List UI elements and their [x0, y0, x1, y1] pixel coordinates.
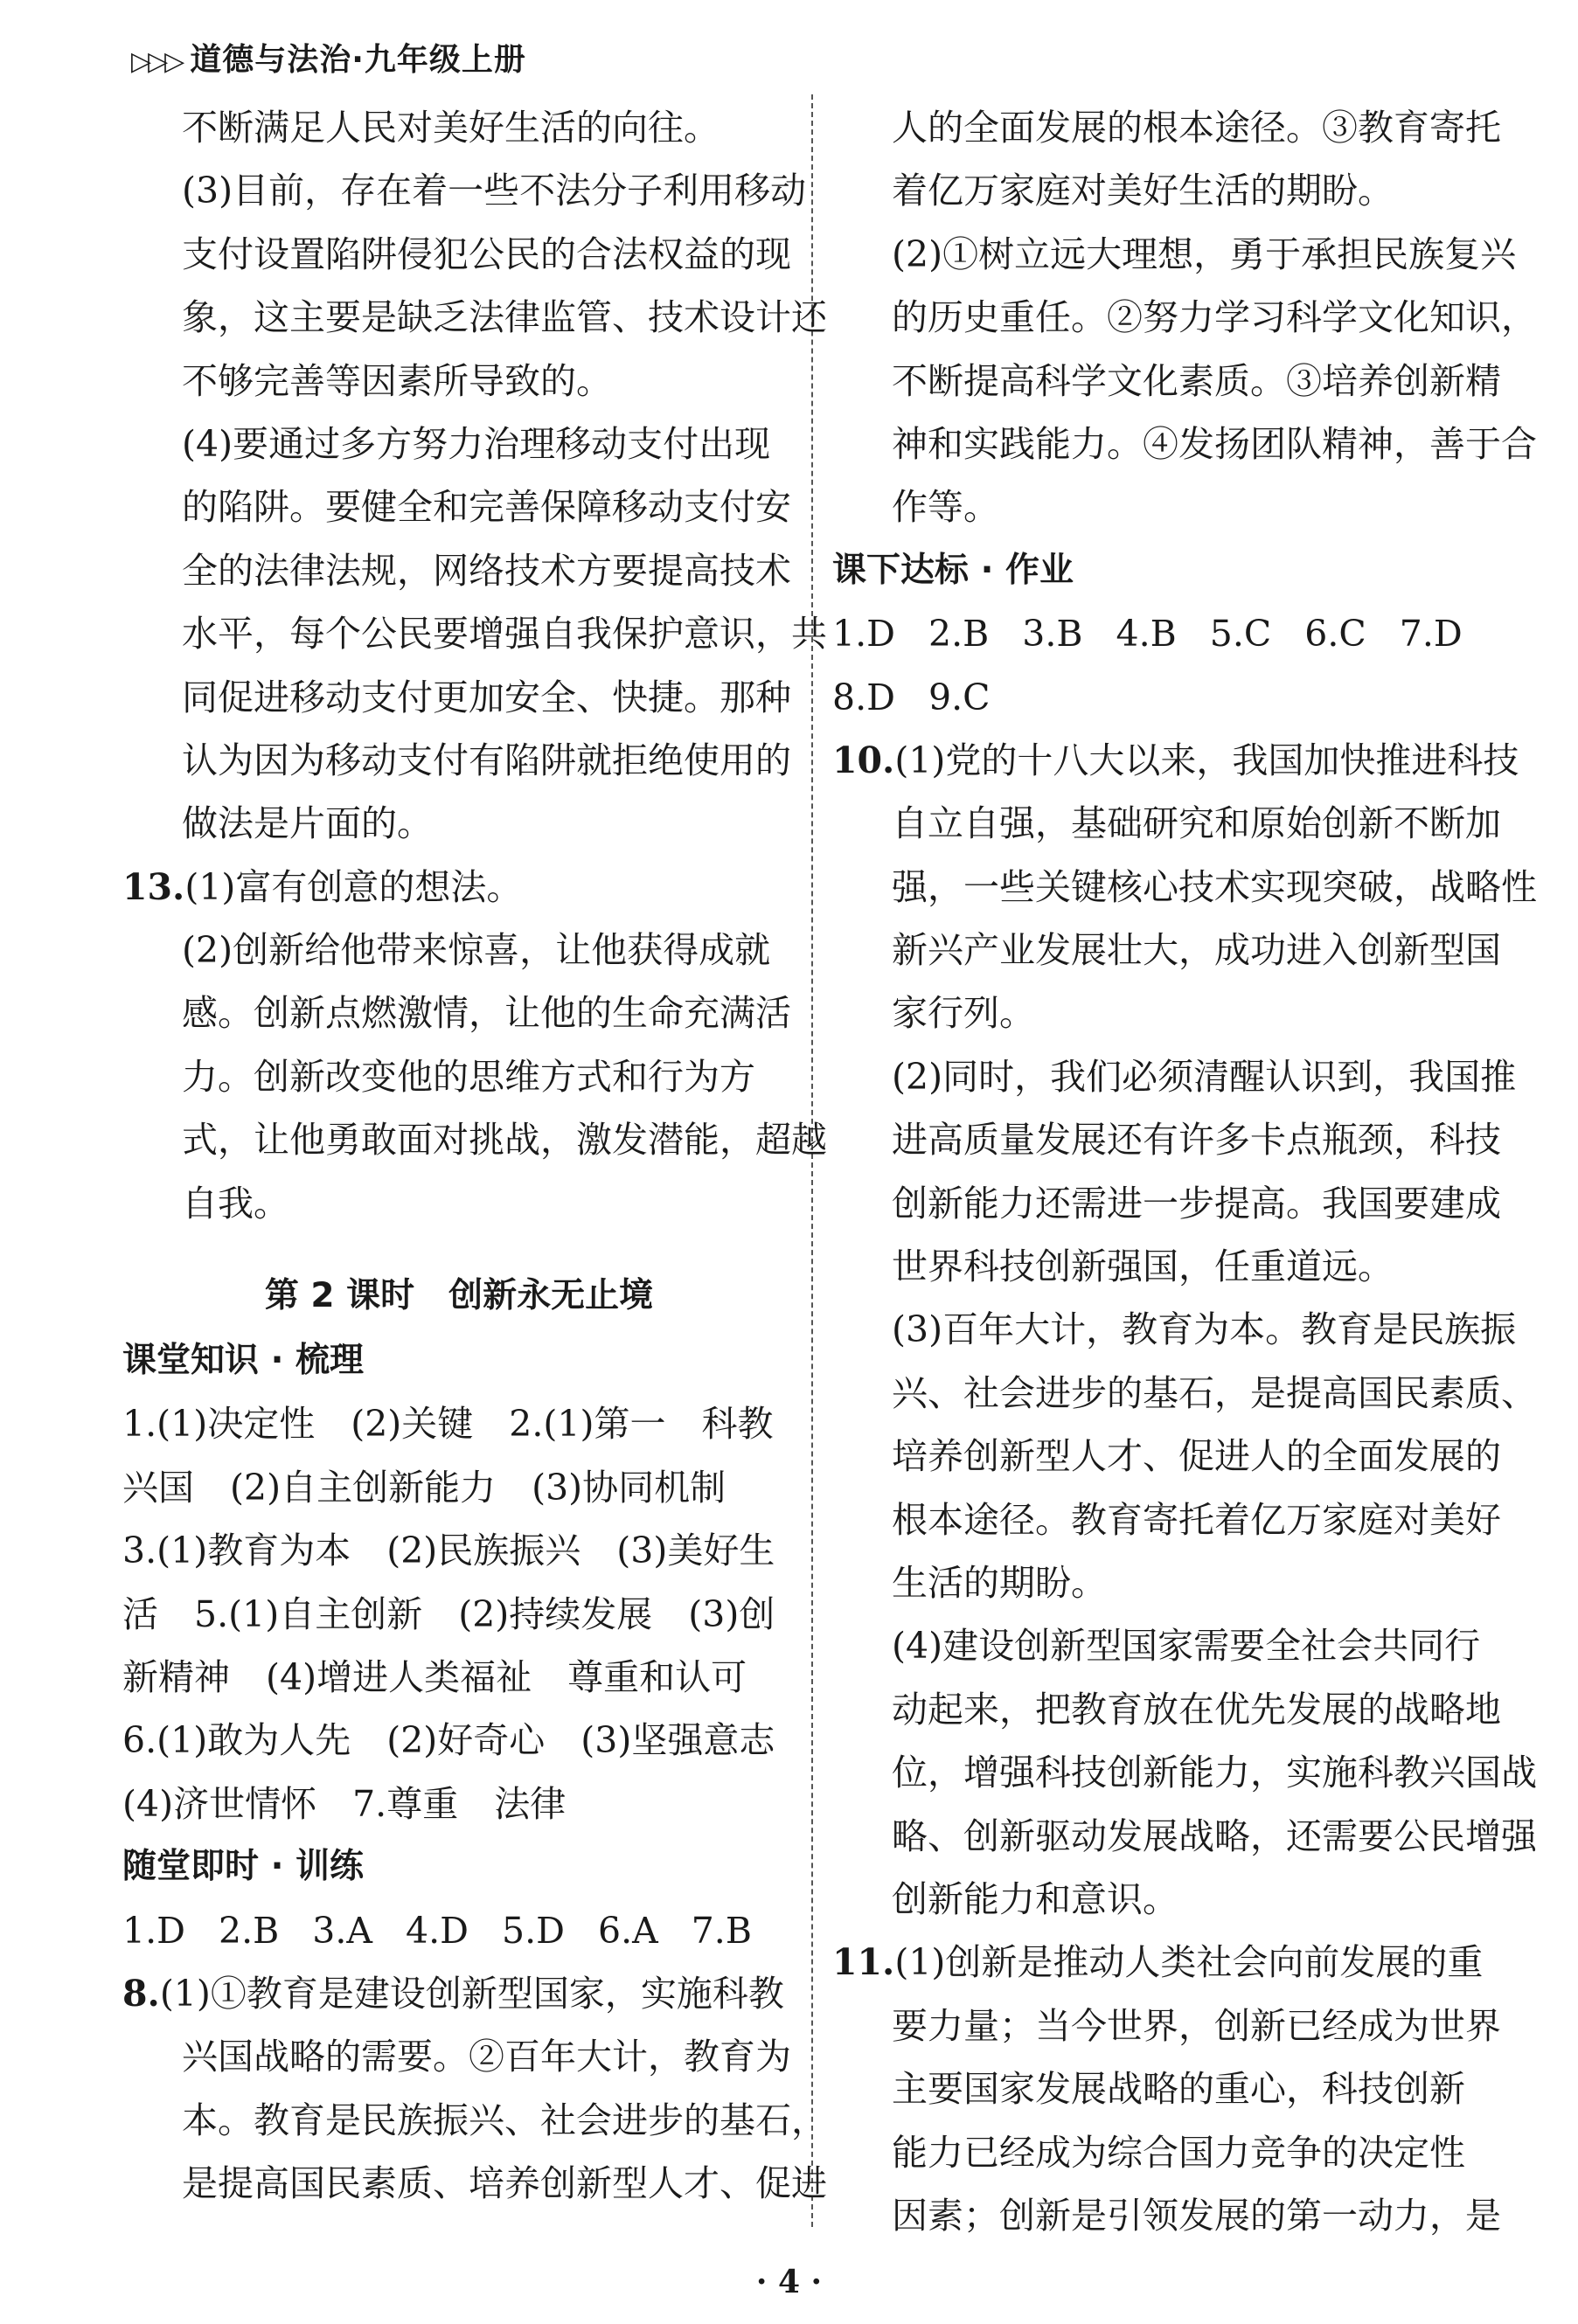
- text-line: 神和实践能力。④发扬团队精神，善于合: [892, 422, 1537, 465]
- answer: 6.C: [1304, 613, 1366, 656]
- text-line: 3.(1)教育为本 (2)民族振兴 (3)美好生: [122, 1530, 775, 1572]
- left-column: [122, 96, 827, 2216]
- answer: 4.B: [1116, 613, 1177, 656]
- text-line: 自我。: [182, 1182, 289, 1224]
- text-line: 的历史重任。②努力学习科学文化知识，: [892, 296, 1537, 339]
- question-number: 8.: [122, 1972, 160, 2015]
- text-line: (1)①教育是建设创新型国家，实施科教: [159, 1972, 784, 2015]
- text-line: (3)目前，存在着一些不法分子利用移动: [182, 170, 807, 212]
- text-line: 人的全面发展的根本途径。③教育寄托: [892, 107, 1501, 149]
- text-line: 不断提高科学文化素质。③培养创新精: [892, 359, 1501, 402]
- question-10: [832, 729, 1519, 792]
- text-line: 活 5.(1)自主创新 (2)持续发展 (3)创: [122, 1592, 775, 1635]
- section-heading: 课下达标 · 作业: [832, 550, 1074, 590]
- text-line: 因素；创新是引领发展的第一动力，是: [892, 2194, 1501, 2237]
- answer: 6.A: [597, 1909, 658, 1952]
- answer: 7.D: [1399, 613, 1463, 656]
- question-number: 13.: [122, 865, 185, 908]
- text-line: 新兴产业发展壮大，成功进入创新型国: [892, 929, 1501, 972]
- text-line: 不断满足人民对美好生活的向往。: [182, 107, 719, 149]
- text-line: 进高质量发展还有许多卡点瓶颈，科技: [892, 1119, 1501, 1162]
- answer: 1.D: [122, 1909, 185, 1952]
- text-line: (2)同时，我们必须清醒认识到，我国推: [892, 1055, 1517, 1098]
- text-line: 力。创新改变他的思维方式和行为方: [182, 1055, 755, 1098]
- text-line: 全的法律法规，网络技术方要提高技术: [182, 549, 791, 592]
- text-line: 要力量；当今世界，创新已经成为世界: [892, 2004, 1501, 2047]
- text-line: 认为因为移动支付有陷阱就拒绝使用的: [182, 739, 791, 781]
- text-line: (4)济世情怀 7.尊重 法律: [122, 1782, 567, 1825]
- text-line: 象，这主要是缺乏法律监管、技术设计还: [182, 296, 827, 339]
- text-line: 水平，每个公民要增强自我保护意识，共: [182, 613, 827, 656]
- text-line: 根本途径。教育寄托着亿万家庭对美好: [892, 1498, 1501, 1541]
- text-line: (2)创新给他带来惊喜，让他获得成就: [182, 929, 771, 972]
- answer: 7.B: [691, 1909, 752, 1952]
- answer: 5.D: [501, 1909, 565, 1952]
- text-line: 培养创新型人才、促进人的全面发展的: [892, 1435, 1501, 1478]
- text-line: 新精神 (4)增进人类福祉 尊重和认可: [122, 1655, 747, 1698]
- answer-row: [832, 602, 1510, 665]
- text-line: 自立自强，基础研究和原始创新不断加: [892, 802, 1501, 845]
- text-line: 6.(1)敢为人先 (2)好奇心 (3)坚强意志: [122, 1719, 775, 1762]
- text-line: (4)建设创新型国家需要全社会共同行: [892, 1625, 1481, 1668]
- question-number: 11.: [832, 1941, 895, 1984]
- text-line: (4)要通过多方努力治理移动支付出现: [182, 422, 771, 465]
- answer: 1.D: [832, 613, 895, 656]
- right-column: [832, 96, 1537, 2247]
- text-line: 的陷阱。要健全和完善保障移动支付安: [182, 486, 791, 529]
- text-line: 家行列。: [892, 992, 1035, 1035]
- text-line: 1.(1)决定性 (2)关键 2.(1)第一 科教: [122, 1403, 774, 1446]
- answer: 9.C: [928, 676, 991, 718]
- text-line: (1)富有创意的想法。: [184, 865, 523, 908]
- header-arrows-icon: ▷▷▷: [131, 46, 182, 77]
- text-line: 主要国家发展战略的重心，科技创新: [892, 2068, 1465, 2111]
- text-line: 支付设置陷阱侵犯公民的合法权益的现: [182, 232, 791, 275]
- text-line: 兴国战略的需要。②百年大计，教育为: [182, 2036, 791, 2078]
- answer-row: [832, 666, 1510, 729]
- text-line: 动起来，把教育放在优先发展的战略地: [892, 1688, 1501, 1731]
- answer: 3.B: [1022, 613, 1083, 656]
- text-line: 同促进移动支付更加安全、快捷。那种: [182, 676, 791, 718]
- text-line: 感。创新点燃激情，让他的生命充满活: [182, 992, 791, 1035]
- text-line: 兴、社会进步的基石，是提高国民素质、: [892, 1371, 1537, 1414]
- running-header: [131, 35, 526, 80]
- text-line: 能力已经成为综合国力竞争的决定性: [892, 2131, 1465, 2174]
- text-line: (2)①树立远大理想，勇于承担民族复兴: [892, 232, 1517, 275]
- question-8: [122, 1962, 796, 2025]
- answer: 4.D: [405, 1909, 469, 1952]
- answer-row: [122, 1899, 796, 1962]
- text-line: 创新能力还需进一步提高。我国要建成: [892, 1182, 1501, 1224]
- text-line: (1)党的十八大以来，我国加快推进科技: [894, 739, 1519, 781]
- text-line: (3)百年大计，教育为本。教育是民族振: [892, 1308, 1517, 1351]
- text-line: (1)创新是推动人类社会向前发展的重: [894, 1941, 1484, 1984]
- question-number: 10.: [832, 739, 895, 781]
- book-title: 道德与法治·九年级上册: [190, 42, 526, 78]
- question-13: [122, 856, 796, 919]
- text-line: 兴国 (2)自主创新能力 (3)协同机制: [122, 1466, 726, 1509]
- text-line: 做法是片面的。: [182, 802, 433, 845]
- text-line: 不够完善等因素所导致的。: [182, 359, 612, 402]
- answer: 3.A: [312, 1909, 372, 1952]
- text-line: 本。教育是民族振兴、社会进步的基石，: [182, 2099, 827, 2141]
- text-line: 位，增强科技创新能力，实施科教兴国战: [892, 1752, 1537, 1794]
- text-line: 略、创新驱动发展战略，还需要公民增强: [892, 1814, 1537, 1857]
- question-11: [832, 1931, 1510, 1994]
- lesson-title: 第 2 课时 创新永无止境: [264, 1276, 654, 1316]
- text-line: 式，让他勇敢面对挑战，激发潜能，超越: [182, 1119, 827, 1162]
- page-number: · 4 ·: [755, 2264, 823, 2300]
- section-heading: 随堂即时 · 训练: [122, 1847, 364, 1887]
- text-line: 强，一些关键核心技术实现突破，战略性: [892, 865, 1537, 908]
- answer: 2.B: [928, 613, 990, 656]
- text-line: 创新能力和意识。: [892, 1877, 1178, 1920]
- text-line: 是提高国民素质、培养创新型人才、促进: [182, 2162, 827, 2205]
- answer: 2.B: [219, 1909, 280, 1952]
- text-line: 生活的期盼。: [892, 1561, 1107, 1604]
- text-line: 作等。: [892, 486, 999, 529]
- answer: 5.C: [1209, 613, 1272, 656]
- answer: 8.D: [832, 676, 895, 718]
- section-heading: 课堂知识 · 梳理: [122, 1341, 364, 1381]
- text-line: 世界科技创新强国，任重道远。: [892, 1245, 1394, 1288]
- text-line: 着亿万家庭对美好生活的期盼。: [892, 170, 1394, 212]
